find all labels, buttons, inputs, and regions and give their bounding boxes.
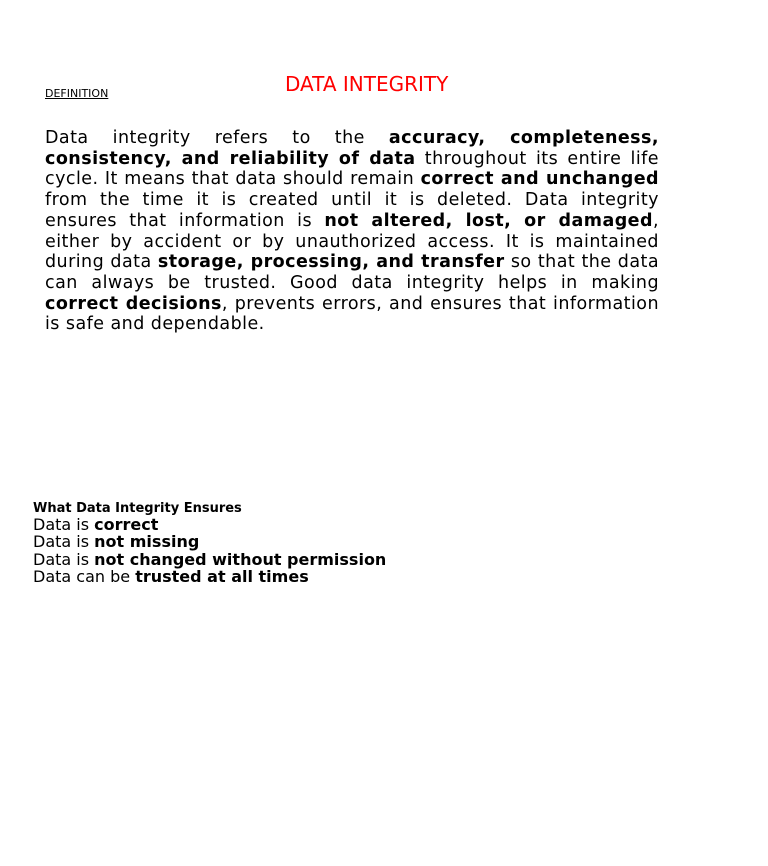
definition-text: , prevents errors, and ensures that information is safe and dependable. <box>45 293 659 335</box>
ensures-list-item <box>33 551 386 568</box>
ensures-item-emphasis: not changed without permission <box>94 549 387 569</box>
definition-bold-text: storage, processing, and transfer <box>157 252 505 273</box>
ensures-item-prefix: Data is <box>33 549 95 569</box>
definition-text: throughout its entire life cycle. It means that data should remain <box>45 148 659 190</box>
definition-bold-text: correct decisions <box>45 293 222 314</box>
definition-bold-text: accuracy, completeness, consistency, and reliability of data <box>45 128 659 169</box>
ensures-list-item <box>33 533 386 550</box>
definition-bold-text: not altered, lost, or damaged <box>324 210 653 231</box>
definition-text: so that the data can always be trusted. Good data integrity helps in making <box>45 252 659 293</box>
ensures-item-emphasis: correct <box>94 515 159 534</box>
ensures-item-emphasis: not missing <box>94 532 200 552</box>
ensures-item-prefix: Data is <box>33 532 95 552</box>
definition-text: , either by accident or by unauthorized access. It is maintained during data <box>45 210 659 273</box>
section-label-definition: DEFINITION <box>45 87 109 100</box>
ensures-item-prefix: Data can be <box>33 566 136 586</box>
definition-text: from the time it is created until it is deleted. Data integrity ensures that information is <box>45 190 659 231</box>
definition-bold-text: correct and unchanged <box>420 169 660 190</box>
definition-text: Data integrity refers to the <box>45 128 389 148</box>
ensures-list-item <box>33 516 386 533</box>
ensures-list-item <box>33 568 386 585</box>
page-title: DATA INTEGRITY <box>285 72 449 96</box>
ensures-heading: What Data Integrity Ensures <box>33 501 242 516</box>
ensures-item-prefix: Data is <box>33 515 95 534</box>
ensures-item-emphasis: trusted at all times <box>135 566 309 586</box>
definition-paragraph <box>45 128 659 335</box>
ensures-list <box>33 516 386 585</box>
